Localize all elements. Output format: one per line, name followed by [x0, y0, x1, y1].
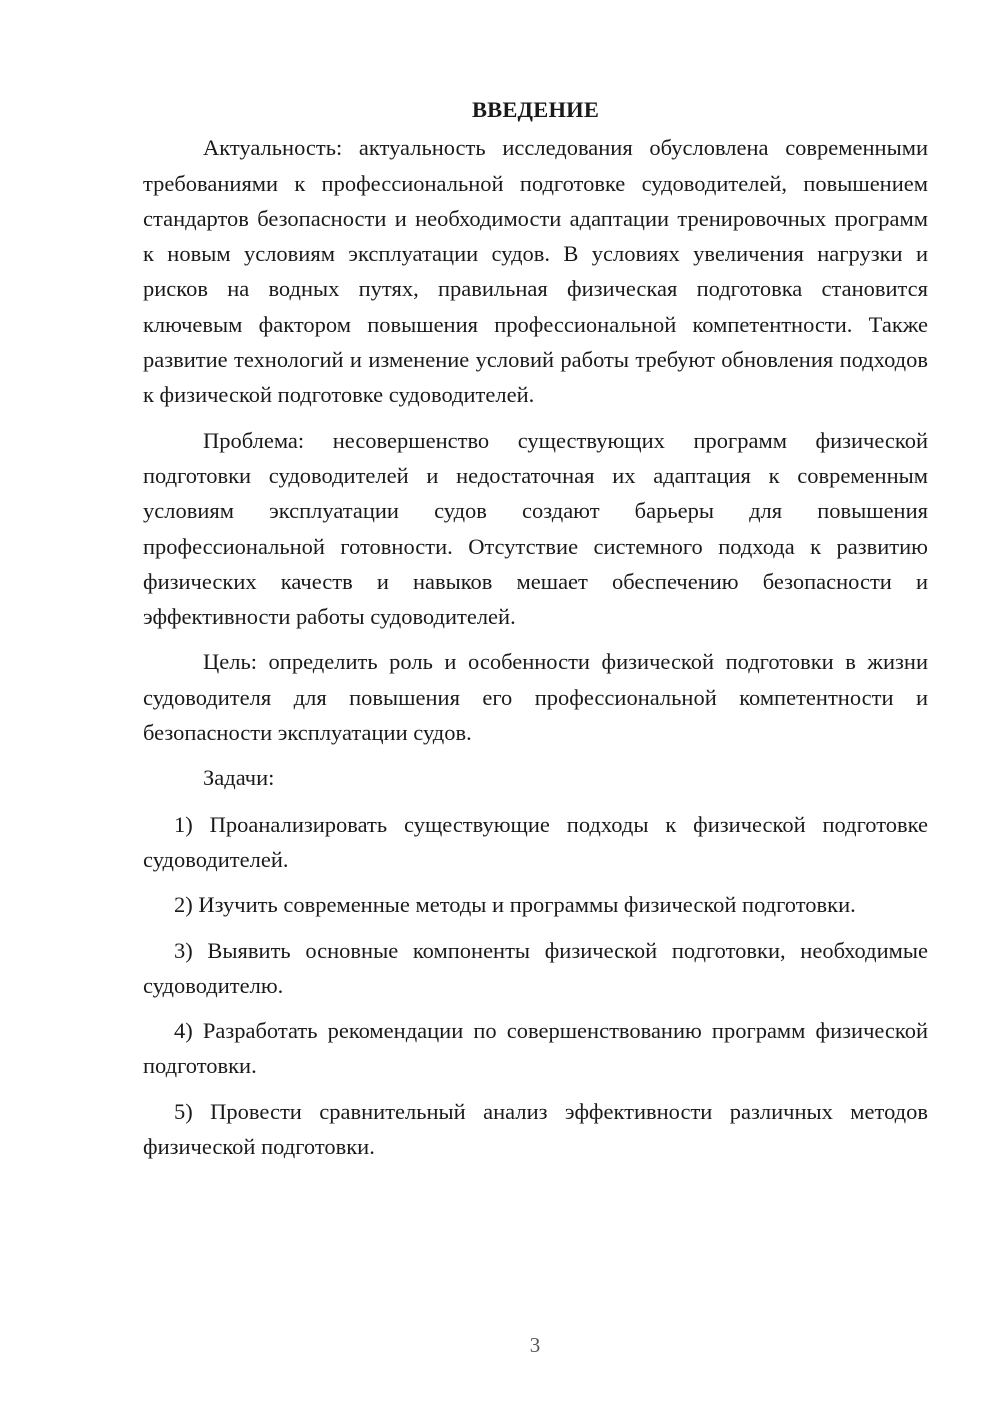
- page-number: 3: [529, 1333, 541, 1357]
- paragraph-relevance: Актуальность: актуальность исследования обусловлена современными требованиями к профессиональной подготовке судоводителей, повышением стандартов безопасности и необходимости адаптации тренировочных программ к новым условиям эксплуатации судов. В условиях увеличения нагрузки и рисков на водных путях, правильная физическая подготовка становится ключевым фактором повышения профессиональной компетентности. Также развитие технологий и изменение условий работы требуют обновления подходов к физической подготовке судоводителей.: [143, 135, 928, 408]
- paragraph-goal: Цель: определить роль и особенности физической подготовки в жизни судоводителя для повышения его профессиональной компетентности и безопасности эксплуатации судов.: [143, 649, 928, 746]
- task-item: 4) Разработать рекомендации по совершенствованию программ физической подготовки.: [143, 1018, 928, 1079]
- tasks-list: [143, 807, 928, 1165]
- section-heading: ВВЕДЕНИЕ: [471, 97, 600, 122]
- tasks-label: Задачи:: [203, 765, 275, 791]
- paragraph-problem: Проблема: несовершенство существующих программ физической подготовки судоводителей и недостаточная их адаптация к современным условиям эксплуатации судов создают барьеры для повышения профессиональной готовности. Отсутствие системного подхода к развитию физических качеств и навыков мешает обеспечению безопасности и эффективности работы судоводителей.: [143, 427, 928, 630]
- task-item: 2) Изучить современные методы и программы физической подготовки.: [174, 892, 856, 918]
- task-item: 5) Провести сравнительный анализ эффективности различных методов физической подготовки.: [143, 1098, 928, 1160]
- task-item: 3) Выявить основные компоненты физической подготовки, необходимые судоводителю.: [143, 937, 928, 998]
- page-content: [143, 92, 928, 1174]
- task-item: 1) Проанализировать существующие подходы к физической подготовке судоводителей.: [143, 811, 928, 872]
